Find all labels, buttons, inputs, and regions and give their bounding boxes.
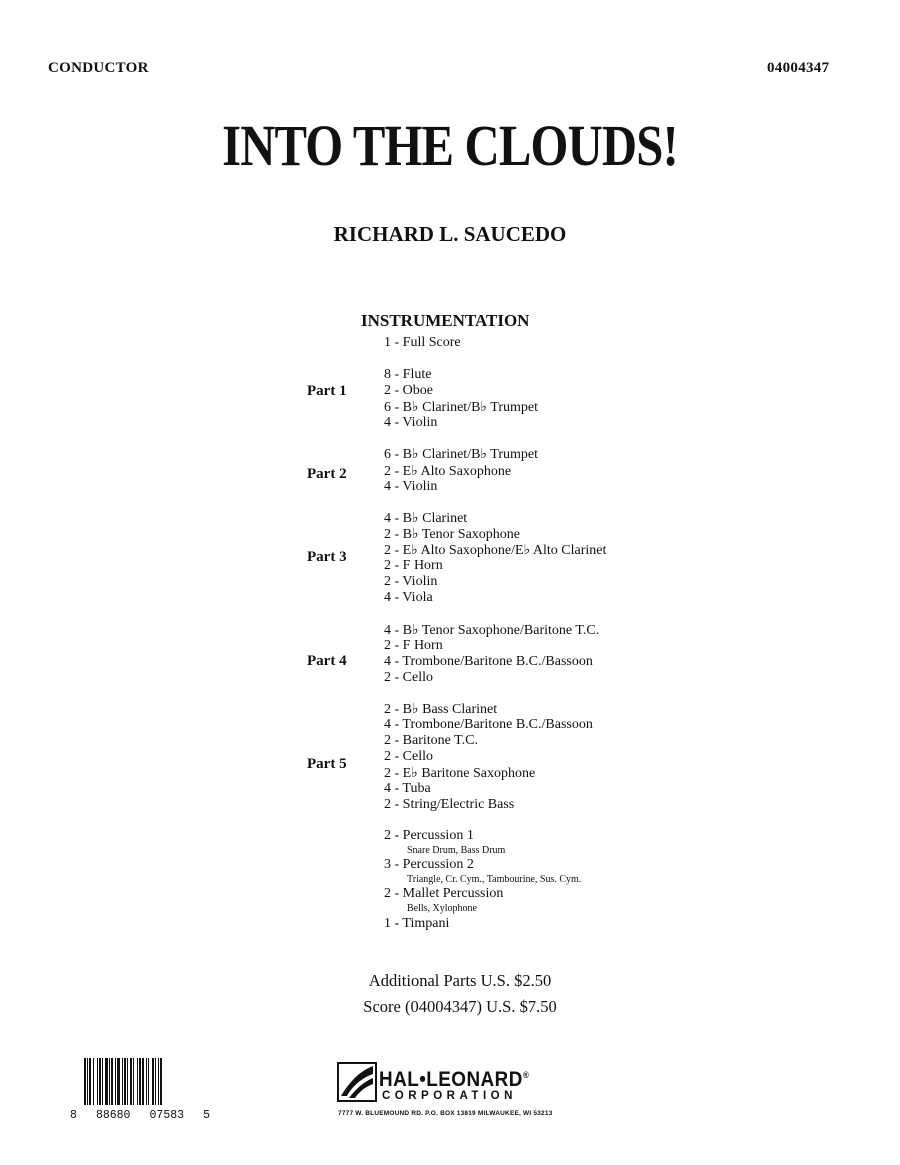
list-item: 4 - Violin [384, 415, 438, 430]
publisher-name: HAL•LEONARD® [379, 1068, 530, 1091]
part-5-label: Part 5 [307, 756, 347, 772]
barcode-digits [70, 1109, 210, 1122]
barcode-bar [124, 1058, 126, 1105]
list-item: 3 - Percussion 2 [384, 857, 474, 872]
list-item: 6 - B♭ Clarinet/B♭ Trumpet [384, 400, 538, 415]
list-item: 2 - F Horn [384, 558, 443, 573]
barcode-bar [152, 1058, 154, 1105]
barcode-bar [89, 1058, 91, 1105]
list-item: 4 - B♭ Clarinet [384, 511, 468, 526]
full-score-item: 1 - Full Score [384, 335, 461, 350]
barcode-bar [102, 1058, 103, 1105]
barcode-bar [109, 1058, 110, 1105]
barcode-bar [127, 1058, 128, 1105]
list-item: 2 - E♭ Alto Saxophone [384, 464, 512, 479]
barcode-bar [115, 1058, 116, 1105]
barcode [84, 1058, 196, 1105]
barcode-bar [139, 1058, 141, 1105]
barcode-bar [84, 1058, 86, 1105]
conductor-label: CONDUCTOR [48, 60, 149, 76]
list-item-detail: Snare Drum, Bass Drum [407, 845, 506, 856]
catalog-number: 04004347 [767, 60, 830, 76]
barcode-digit-group: 5 [203, 1109, 210, 1122]
list-item: 4 - Tuba [384, 781, 431, 796]
list-item: 2 - B♭ Tenor Saxophone [384, 527, 521, 542]
list-item: 1 - Timpani [384, 916, 450, 931]
registered-mark: ® [522, 1070, 530, 1080]
list-item-detail: Bells, Xylophone [407, 903, 477, 914]
list-item: 4 - B♭ Tenor Saxophone/Baritone T.C. [384, 623, 600, 638]
barcode-bar [160, 1058, 162, 1105]
barcode-bar [97, 1058, 98, 1105]
barcode-bar [93, 1058, 94, 1105]
additional-parts-price: Additional Parts U.S. $2.50 [368, 971, 552, 990]
part-2-label: Part 2 [307, 466, 347, 482]
barcode-bar [122, 1058, 123, 1105]
barcode-bar [117, 1058, 120, 1105]
list-item: 2 - F Horn [384, 638, 443, 653]
list-item: 4 - Violin [384, 479, 438, 494]
list-item: 4 - Trombone/Baritone B.C./Bassoon [384, 717, 593, 732]
page-title: INTO THE CLOUDS! [222, 113, 678, 178]
barcode-bar [137, 1058, 138, 1105]
composer: RICHARD L. SAUCEDO [333, 222, 567, 246]
list-item-detail: Triangle, Cr. Cym., Tambourine, Sus. Cym. [407, 874, 582, 885]
barcode-bar [111, 1058, 113, 1105]
barcode-digit-group: 88680 [95, 1109, 131, 1122]
barcode-bar [148, 1058, 149, 1105]
list-item: 2 - Violin [384, 574, 438, 589]
barcode-digit-group: 07583 [149, 1109, 185, 1122]
list-item: 6 - B♭ Clarinet/B♭ Trumpet [384, 447, 538, 462]
part-1-label: Part 1 [307, 383, 347, 399]
list-item: 2 - Mallet Percussion [384, 886, 504, 901]
list-item: 8 - Flute [384, 367, 432, 382]
barcode-digit-group: 8 [70, 1109, 77, 1122]
barcode-bar [87, 1058, 88, 1105]
list-item: 4 - Viola [384, 590, 433, 605]
part-3-label: Part 3 [307, 549, 347, 565]
list-item: 2 - B♭ Bass Clarinet [384, 702, 498, 717]
list-item: 2 - E♭ Baritone Saxophone [384, 766, 536, 781]
list-item: 2 - Percussion 1 [384, 828, 474, 843]
part-4-label: Part 4 [307, 653, 347, 669]
list-item: 2 - Cello [384, 749, 433, 764]
list-item: 2 - String/Electric Bass [384, 797, 515, 812]
barcode-bar [130, 1058, 132, 1105]
list-item: 2 - Baritone T.C. [384, 733, 478, 748]
barcode-bar [142, 1058, 144, 1105]
instrumentation-heading: INSTRUMENTATION [361, 311, 530, 330]
barcode-bar [133, 1058, 134, 1105]
hal-leonard-logo-icon [337, 1062, 377, 1102]
list-item: 2 - Oboe [384, 383, 433, 398]
list-item: 4 - Trombone/Baritone B.C./Bassoon [384, 654, 593, 669]
barcode-bar [146, 1058, 147, 1105]
list-item: 2 - E♭ Alto Saxophone/E♭ Alto Clarinet [384, 543, 607, 558]
publisher-corporation: CORPORATION [382, 1090, 517, 1102]
barcode-bar [158, 1058, 159, 1105]
barcode-bar [99, 1058, 101, 1105]
barcode-bar [155, 1058, 156, 1105]
publisher-address: 7777 W. BLUEMOUND RD. P.O. BOX 13819 MILWAUKEE, WI 53213 [338, 1110, 553, 1117]
list-item: 2 - Cello [384, 670, 433, 685]
score-price: Score (04004347) U.S. $7.50 [363, 997, 557, 1016]
barcode-bar [105, 1058, 108, 1105]
